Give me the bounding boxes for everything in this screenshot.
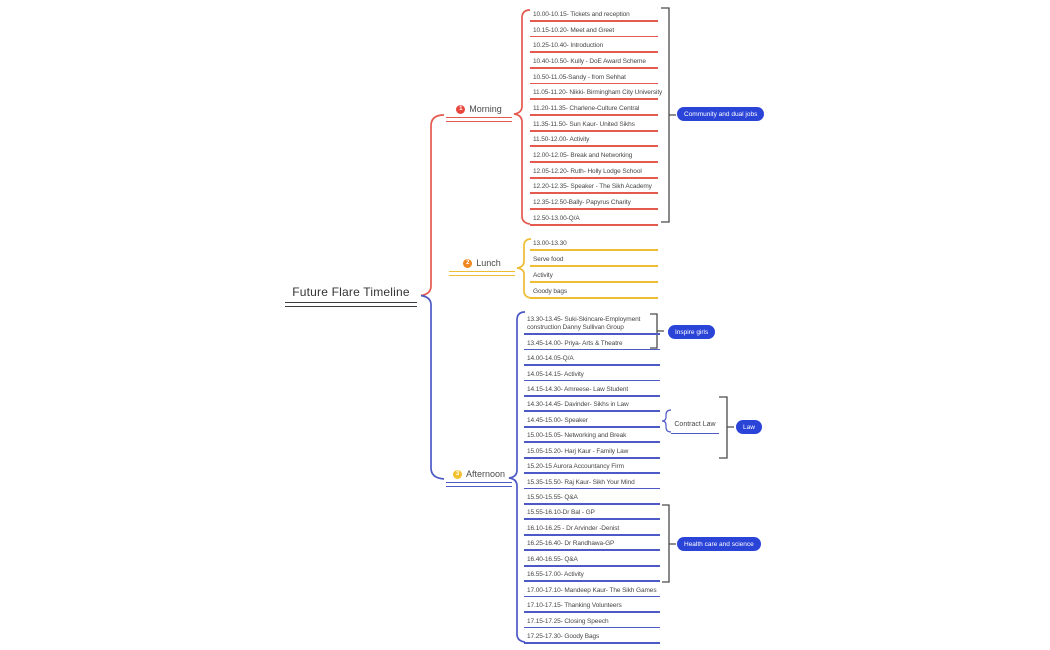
timeline-item-label: Activity xyxy=(533,272,553,280)
timeline-item[interactable] xyxy=(524,397,660,412)
timeline-item[interactable] xyxy=(524,412,660,427)
timeline-item[interactable] xyxy=(530,179,658,195)
timeline-item-label: 15.05-15.20- Harj Kaur - Family Law xyxy=(527,447,629,455)
main-brace-lower xyxy=(421,296,444,480)
timeline-item[interactable] xyxy=(530,210,658,226)
main-brace-upper xyxy=(421,115,444,296)
afternoon-underline xyxy=(446,482,512,487)
timeline-item-label: 10.50-11.05-Sandy - from Sehhat xyxy=(533,73,626,81)
timeline-item-label: 11.50-12.00- Activity xyxy=(533,136,590,144)
timeline-item-label: 13.45-14.00- Priya- Arts & Theatre xyxy=(527,339,623,347)
timeline-item[interactable] xyxy=(524,613,660,628)
timeline-item[interactable] xyxy=(530,235,658,251)
branch-node-morning[interactable] xyxy=(446,104,512,122)
callout-health-label: Health care and science xyxy=(684,540,754,548)
timeline-item-label: 15.50-15.55- Q&A xyxy=(527,494,578,502)
timeline-item[interactable] xyxy=(524,459,660,474)
branch-label-lunch: Lunch xyxy=(476,258,501,268)
timeline-item-label: 12.05-12.20- Ruth- Holly Lodge School xyxy=(533,167,642,175)
morning-item-list xyxy=(530,6,663,226)
timeline-item-label: 12.35-12.50-Bally- Papyrus Charity xyxy=(533,199,631,207)
timeline-item[interactable] xyxy=(530,251,658,267)
timeline-item[interactable] xyxy=(524,350,660,365)
branch-label-afternoon: Afternoon xyxy=(465,469,506,479)
timeline-item-label: 16.25-16.40- Dr Randhawa-GP xyxy=(527,540,615,548)
timeline-item-label: 11.20-11.35- Charlene-Culture Central xyxy=(533,105,640,113)
timeline-item-label: 11.35-11.50- Sun Kaur- United Sikhs xyxy=(533,120,635,128)
central-topic-underline xyxy=(285,302,417,307)
priority-3-icon: 3 xyxy=(453,470,462,479)
timeline-item-label: 11.05-11.20- Nikki- Birmingham City University xyxy=(533,89,663,97)
timeline-item-label: 14.15-14.30- Amreese- Law Student xyxy=(527,385,629,393)
timeline-item-label: 14.30-14.45- Davinder- Sikhs in Law xyxy=(527,401,629,409)
timeline-item[interactable] xyxy=(524,443,660,458)
timeline-item[interactable] xyxy=(524,489,660,504)
timeline-item[interactable] xyxy=(524,551,660,566)
timeline-item[interactable] xyxy=(524,520,660,535)
contract-law-label: Contract Law xyxy=(674,421,716,428)
contract-law-underline xyxy=(671,433,719,434)
timeline-item-label: 15.55-16.10-Dr Bal - GP xyxy=(527,509,595,517)
central-topic-title: Future Flare Timeline xyxy=(292,285,410,299)
timeline-item[interactable] xyxy=(530,132,658,148)
callout-community[interactable] xyxy=(677,107,764,121)
timeline-item-label: Goody bags xyxy=(533,288,568,296)
law-bracket xyxy=(719,397,734,458)
timeline-item[interactable] xyxy=(524,366,660,381)
item-underline xyxy=(530,224,658,226)
timeline-item-label: 15.35-15.50- Raj Kaur- Sikh Your Mind xyxy=(527,478,635,486)
timeline-item[interactable] xyxy=(524,428,660,443)
timeline-item[interactable] xyxy=(530,6,658,22)
timeline-item-label: 16.40-16.55- Q&A xyxy=(527,555,578,563)
timeline-item-label: 16.55-17.00- Activity xyxy=(527,571,584,579)
timeline-item[interactable] xyxy=(530,116,658,132)
afternoon-item-list xyxy=(524,308,660,644)
callout-contract-law[interactable] xyxy=(671,413,719,434)
timeline-item-label: 10.40-10.50- Kully - DoE Award Scheme xyxy=(533,57,646,65)
timeline-item-label: 12.00-12.05- Break and Networking xyxy=(533,152,633,160)
item-underline xyxy=(524,642,660,644)
timeline-item[interactable] xyxy=(530,194,658,210)
callout-community-label: Community and dual jobs xyxy=(684,110,758,118)
community-bracket xyxy=(661,8,676,222)
timeline-item[interactable] xyxy=(524,308,660,335)
timeline-item[interactable] xyxy=(524,474,660,489)
health-bracket xyxy=(662,505,676,582)
timeline-item-label: 14.05-14.15- Activity xyxy=(527,370,584,378)
timeline-item-label: 10.00-10.15- Tickets and reception xyxy=(533,10,630,18)
timeline-item[interactable] xyxy=(530,163,658,179)
timeline-item[interactable] xyxy=(524,597,660,612)
timeline-item[interactable] xyxy=(530,147,658,163)
timeline-item[interactable] xyxy=(524,628,660,643)
timeline-item[interactable] xyxy=(524,335,660,350)
timeline-item-label: 13.30-13.45- Suki-Skincare-Employment construction Danny Sullivan Group xyxy=(527,316,641,332)
timeline-item[interactable] xyxy=(524,582,660,597)
lunch-brace xyxy=(517,239,531,298)
timeline-item-label: 17.00-17.10- Mandeep Kaur- The Sikh Games xyxy=(527,586,657,594)
lunch-underline xyxy=(449,271,515,276)
timeline-item-label: 17.15-17.25- Closing Speech xyxy=(527,617,609,625)
timeline-item-label: 14.00-14.05-Q/A xyxy=(527,355,574,363)
morning-underline xyxy=(446,117,512,122)
priority-1-icon: 1 xyxy=(456,105,465,114)
central-topic[interactable] xyxy=(285,285,417,307)
branch-node-lunch[interactable] xyxy=(449,258,515,276)
timeline-item[interactable] xyxy=(530,267,658,283)
timeline-item[interactable] xyxy=(530,283,658,299)
timeline-item[interactable] xyxy=(530,22,658,38)
callout-inspire-girls-label: Inspire girls xyxy=(675,328,709,336)
branch-label-morning: Morning xyxy=(469,104,502,114)
contract-law-brace xyxy=(662,410,671,432)
timeline-item[interactable] xyxy=(530,53,658,69)
item-underline xyxy=(530,297,658,299)
timeline-item-label: 12.50-13.00-Q/A xyxy=(533,214,580,222)
branch-node-afternoon[interactable] xyxy=(446,469,512,487)
timeline-item[interactable] xyxy=(524,567,660,582)
callout-health[interactable] xyxy=(677,537,761,551)
timeline-item-label: 16.10-16.25 - Dr Arvinder -Denist xyxy=(527,524,620,532)
timeline-item-label: 13.00-13.30 xyxy=(533,240,567,248)
callout-law[interactable] xyxy=(736,420,762,434)
timeline-item[interactable] xyxy=(524,381,660,396)
timeline-item-label: 12.20-12.35- Speaker - The Sikh Academy xyxy=(533,183,652,191)
timeline-item[interactable] xyxy=(530,37,658,53)
timeline-item[interactable] xyxy=(530,84,663,100)
timeline-item[interactable] xyxy=(524,505,660,520)
timeline-item[interactable] xyxy=(524,536,660,551)
timeline-item-label: 17.10-17.15- Thanking Volunteers xyxy=(527,602,622,610)
timeline-item-label: 10.25-10.40- Introduction xyxy=(533,42,604,50)
callout-inspire-girls[interactable] xyxy=(668,325,715,339)
timeline-item-label: 15.20-15 Aurora Accountancy Firm xyxy=(527,463,624,471)
timeline-item-label: 14.45-15.00- Speaker xyxy=(527,416,588,424)
lunch-item-list xyxy=(530,235,658,299)
timeline-item[interactable] xyxy=(530,69,658,85)
timeline-item-label: 10.15-10.20- Meet and Greet xyxy=(533,26,615,34)
timeline-item-label: 17.25-17.30- Goody Bags xyxy=(527,632,600,640)
priority-2-icon: 2 xyxy=(463,259,472,268)
timeline-item-label: Serve food xyxy=(533,256,564,264)
timeline-item-label: 15.00-15.05- Networking and Break xyxy=(527,432,627,440)
callout-law-label: Law xyxy=(743,423,755,431)
morning-brace xyxy=(514,10,530,224)
timeline-item[interactable] xyxy=(530,100,658,116)
